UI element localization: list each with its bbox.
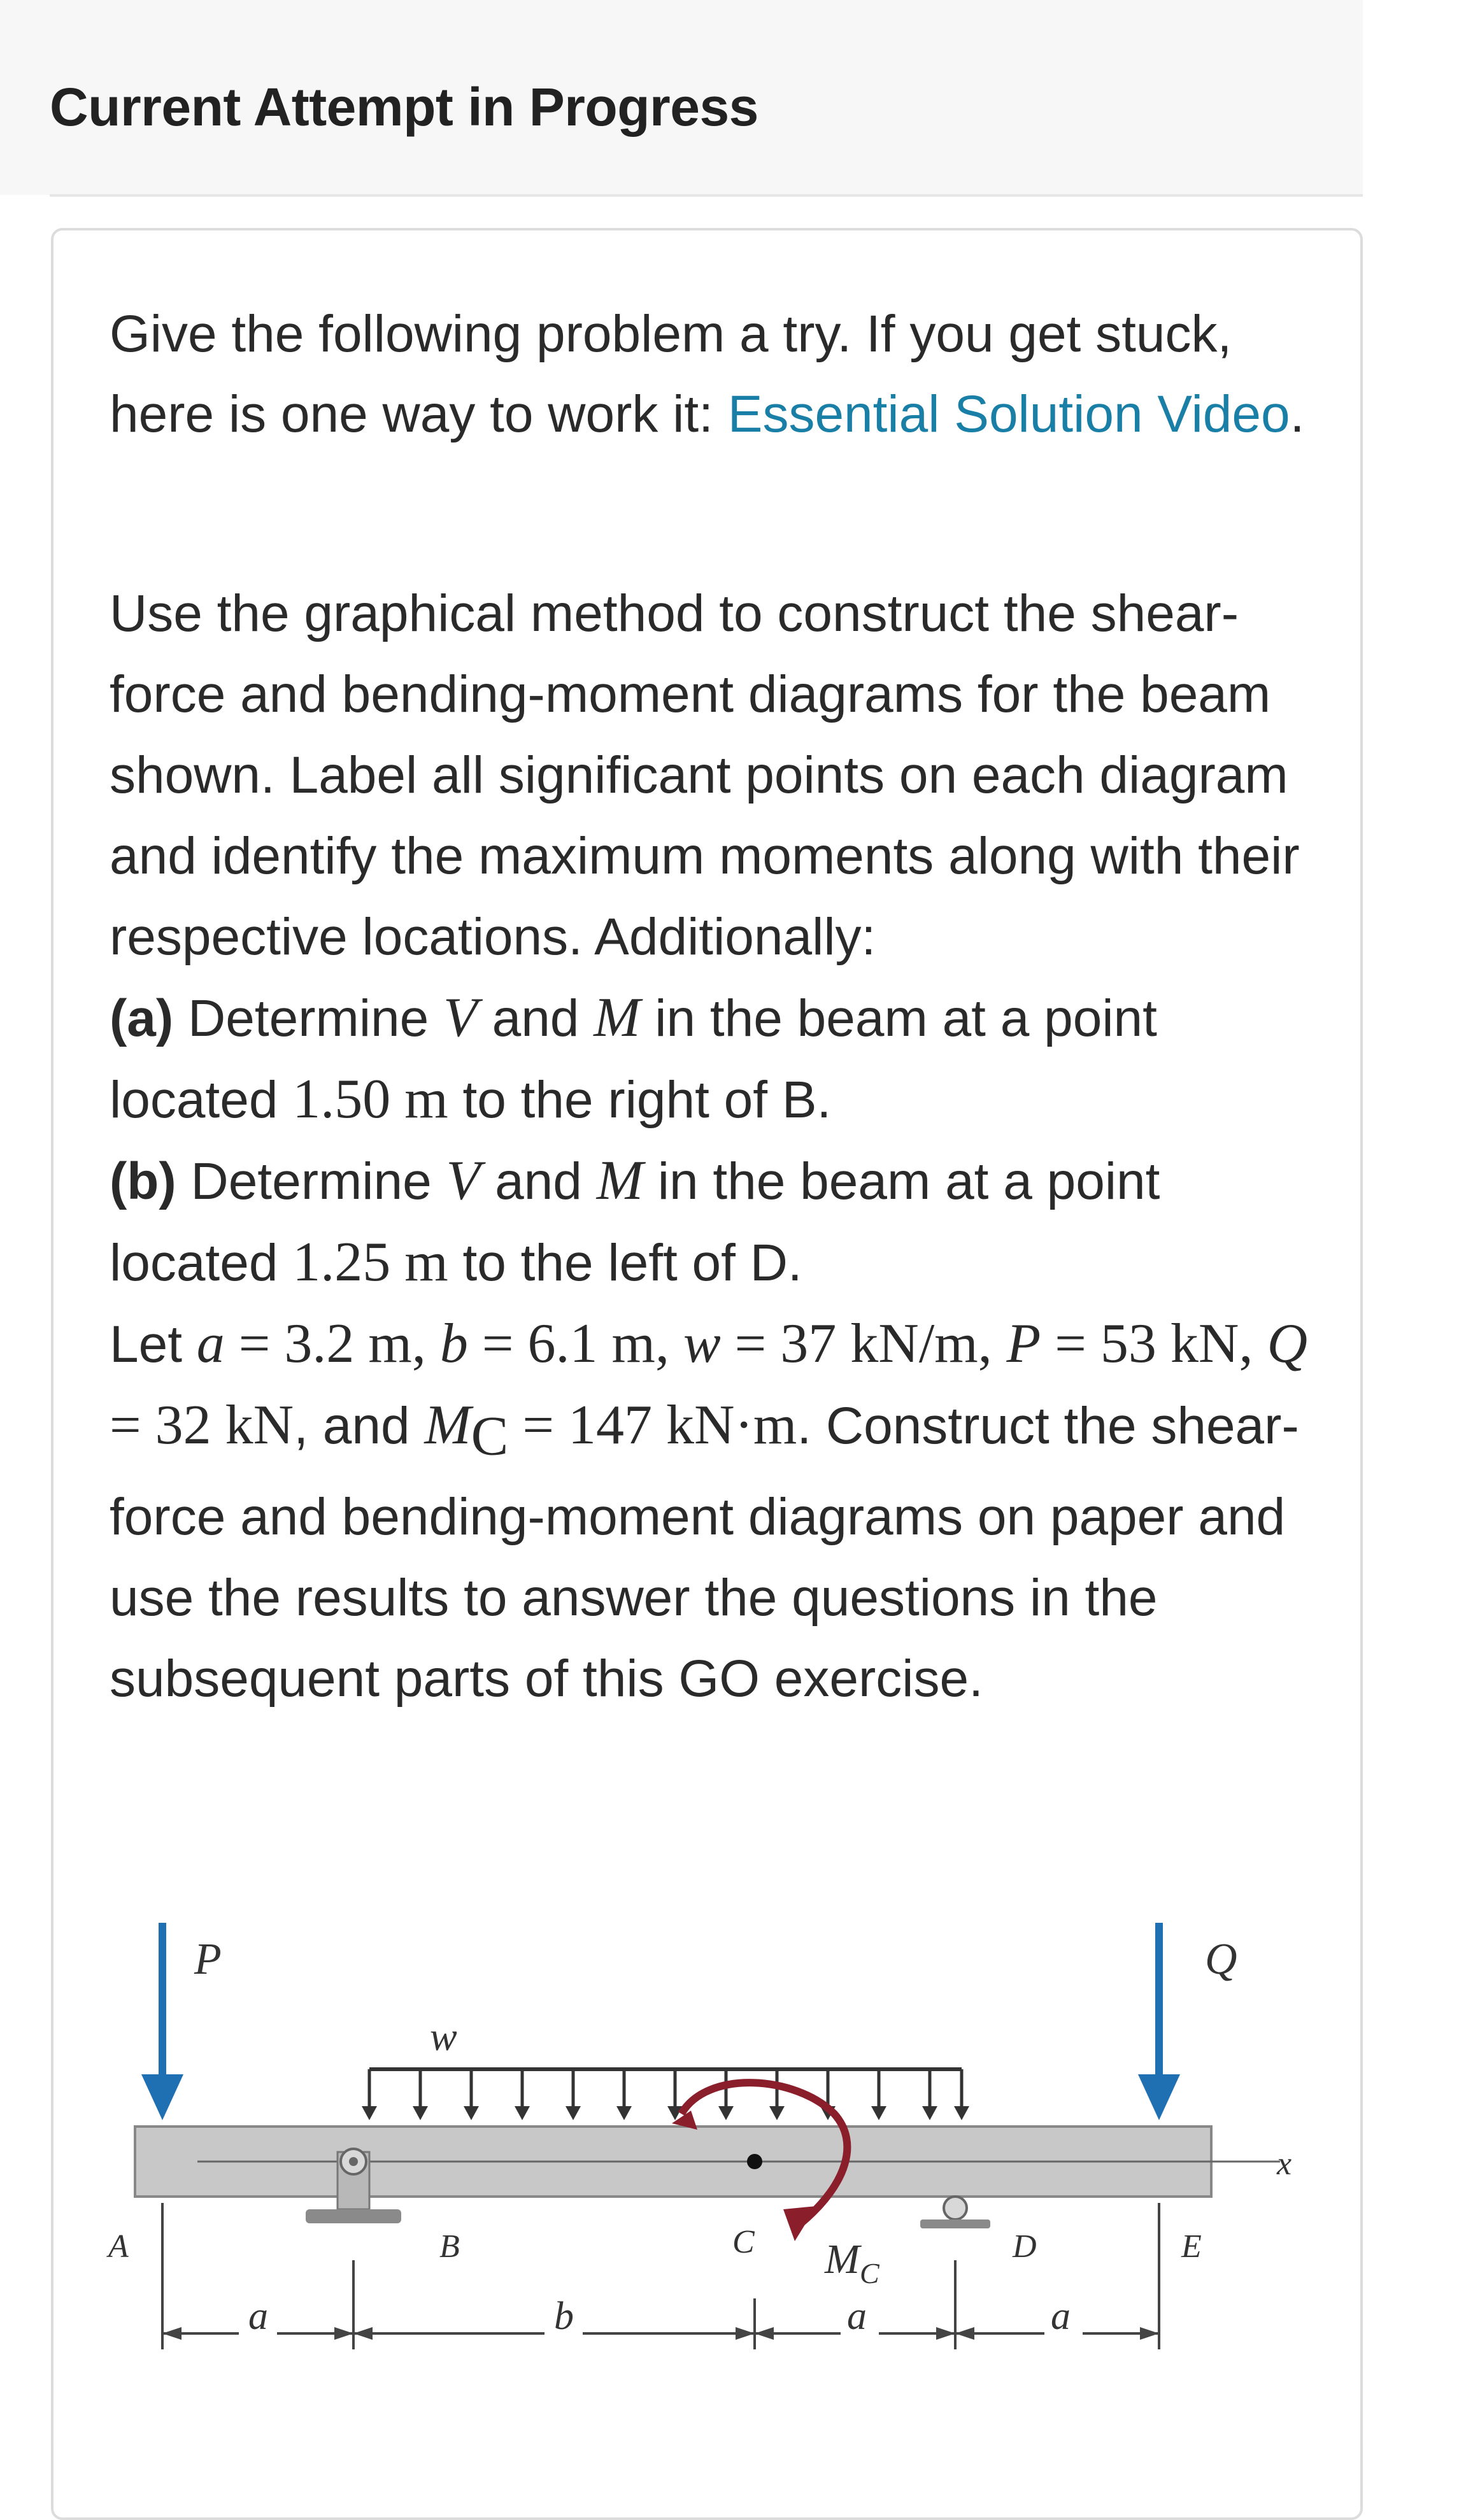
val-b: = 6.1 m, <box>467 1313 683 1375</box>
header-divider <box>50 194 1363 197</box>
part-a-and: and <box>477 989 594 1047</box>
intro-paragraph <box>110 294 1320 455</box>
roller-support-D <box>920 2197 990 2228</box>
sym-Mc-sub: C <box>471 1405 509 1468</box>
dimension-lines <box>162 2203 1159 2349</box>
load-P-arrowhead <box>141 2074 183 2120</box>
part-a-text-3: to the right of B. <box>448 1071 832 1129</box>
sym-Q: Q <box>1267 1313 1308 1375</box>
label-P: P <box>194 1935 222 1984</box>
val-Mc: = 147 kN·m <box>508 1394 797 1456</box>
dim-a2: a <box>847 2295 867 2338</box>
part-b-and: and <box>480 1152 597 1210</box>
label-Mc-sub: C <box>859 2257 879 2290</box>
part-a <box>110 977 1332 1140</box>
part-a-label: (a) <box>110 989 174 1047</box>
part-a-text-2: in the beam at a point located <box>110 989 1157 1129</box>
sym-w: w <box>683 1313 721 1375</box>
dim-a1: a <box>248 2295 268 2338</box>
val-a: = 3.2 m, <box>224 1313 440 1375</box>
label-Mc-main: M <box>825 2236 860 2283</box>
label-x: x <box>1277 2146 1292 2182</box>
part-b-text-3: to the left of D. <box>448 1234 802 1292</box>
var-M: M <box>596 1150 643 1212</box>
part-a-text: Determine <box>173 989 444 1047</box>
point-C <box>747 2154 762 2169</box>
beam-diagram <box>96 1904 1331 2400</box>
intro-text: Give the following problem a try. If you get stuck, here is one way to work it: <box>110 305 1232 443</box>
label-w: w <box>430 2014 457 2059</box>
label-B: B <box>439 2228 460 2265</box>
moment-Mc-arrowhead <box>783 2206 816 2241</box>
dim-a3: a <box>1051 2295 1071 2338</box>
dim-b: b <box>554 2295 574 2338</box>
label-D: D <box>1013 2228 1037 2265</box>
var-V: V <box>446 1150 481 1212</box>
part-a-distance: 1.50 m <box>292 1068 448 1130</box>
label-C: C <box>732 2224 755 2260</box>
var-M: M <box>594 987 641 1049</box>
problem-main-text: Use the graphical method to construct the shear-force and bending-moment diagrams for the beam shown. Label all significant points on each diagram and identify the maximum moments along with their respective locations. Additionally: <box>110 584 1300 966</box>
part-b-label: (b) <box>110 1152 176 1210</box>
part-b-text: Determine <box>176 1152 446 1210</box>
val-Q: = 32 kN <box>110 1394 294 1456</box>
solution-video-link[interactable]: Essential Solution Video <box>727 385 1290 443</box>
sym-Mc: M <box>424 1394 471 1456</box>
val-P: = 53 kN, <box>1041 1313 1267 1375</box>
given-and: , and <box>294 1397 425 1455</box>
part-b-distance: 1.25 m <box>292 1231 448 1293</box>
label-E: E <box>1181 2228 1202 2265</box>
distributed-load <box>362 2069 969 2120</box>
part-b-text-2: in the beam at a point located <box>110 1152 1160 1292</box>
label-Q: Q <box>1205 1935 1237 1984</box>
var-V: V <box>443 987 478 1049</box>
sym-a: a <box>196 1313 225 1375</box>
right-gutter <box>1363 0 1473 2450</box>
given-let: Let <box>110 1315 197 1373</box>
load-Q-arrowhead <box>1138 2074 1180 2120</box>
part-b <box>110 1140 1332 1303</box>
given-tail: . Construct the shear-force and bending-moment diagrams on paper and use the results to answer the questions in the subsequent parts of this GO exercise. <box>110 1397 1299 1708</box>
label-A: A <box>108 2228 129 2265</box>
val-w: = 37 kN/m, <box>720 1313 992 1375</box>
intro-suffix: . <box>1290 385 1305 443</box>
sym-b: b <box>439 1313 468 1375</box>
given-values <box>110 1303 1332 1719</box>
page-title: Current Attempt in Progress <box>50 77 758 137</box>
label-Mc <box>824 2236 880 2290</box>
problem-statement <box>110 573 1332 1719</box>
sym-P: P <box>1006 1313 1041 1375</box>
